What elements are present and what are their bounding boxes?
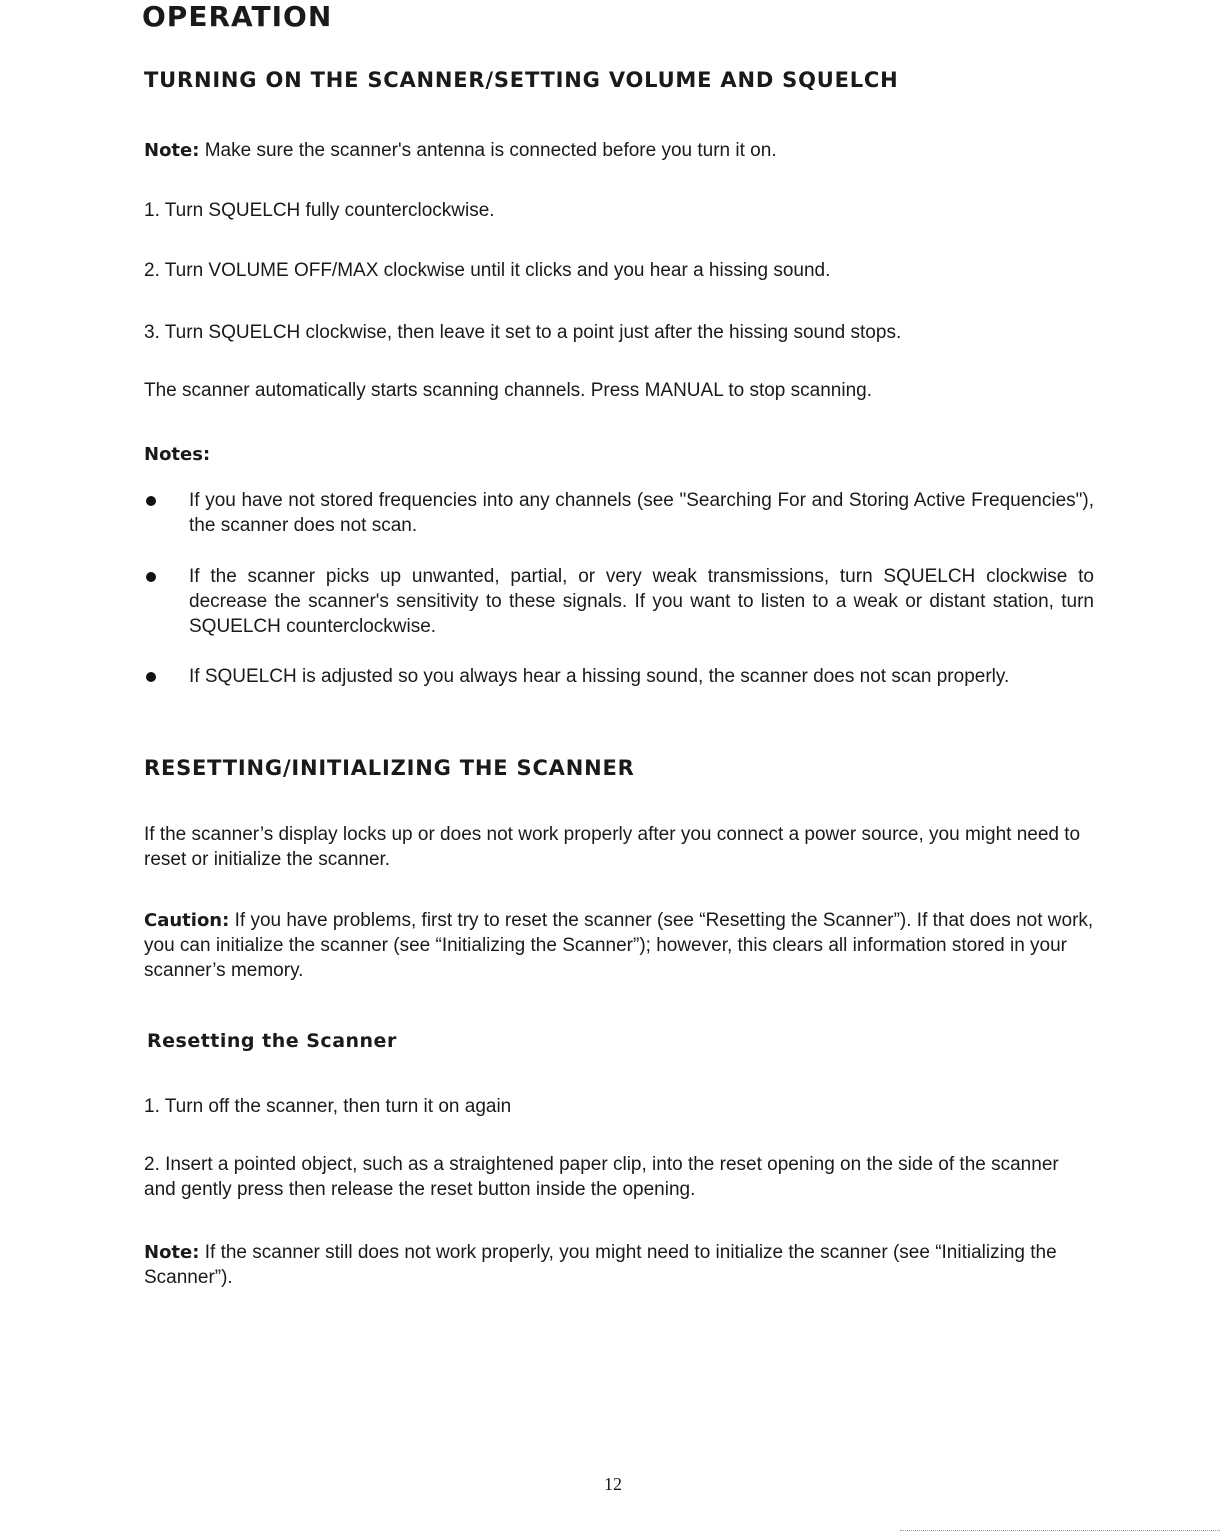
step-1: 1. Turn SQUELCH fully counterclockwise. [144, 200, 495, 221]
step-3: 3. Turn SQUELCH clockwise, then leave it set to a point just after the hissing sound stops. [144, 322, 902, 343]
caution-label: Caution: [144, 910, 230, 931]
subheading-resetting: Resetting the Scanner [147, 1030, 397, 1052]
scan-artifact-line [900, 1530, 1220, 1532]
note-label-2: Note: [144, 1242, 200, 1263]
page-number: 12 [604, 1474, 622, 1494]
bullet-icon [146, 496, 156, 506]
caution-paragraph [144, 908, 1094, 983]
initialize-note [144, 1240, 1094, 1290]
note-text-2: If the scanner still does not work properly, you might need to initialize the scanner (see “Initializing the Scanner”). [144, 1242, 1057, 1288]
bullet-icon [146, 672, 156, 682]
section-heading-resetting: RESETTING/INITIALIZING THE SCANNER [144, 756, 635, 780]
caution-text: If you have problems, first try to reset the scanner (see “Resetting the Scanner”). If that does not work, you can initialize the scanner (see “Initializing the Scanner”); however, this clears all information stored in your scanner’s memory. [144, 910, 1094, 981]
step-2: 2. Turn VOLUME OFF/MAX clockwise until it clicks and you hear a hissing sound. [144, 260, 831, 281]
notes-heading [144, 442, 1094, 467]
reset-intro: If the scanner’s display locks up or does not work properly after you connect a power source, you might need to reset or initialize the scanner. [144, 824, 1081, 870]
note-label: Note: [144, 140, 200, 161]
bullet-text: If you have not stored frequencies into any channels (see "Searching For and Storing Active Frequencies"), the scanner does not scan. [189, 490, 1094, 536]
antenna-note [144, 138, 1094, 163]
bullet-icon [146, 572, 156, 582]
reset-step-1: 1. Turn off the scanner, then turn it on again [144, 1096, 512, 1117]
bullet-item [144, 488, 1094, 538]
bullet-item [144, 664, 1094, 689]
notes-label: Notes: [144, 444, 211, 465]
bullet-text: If SQUELCH is adjusted so you always hear a hissing sound, the scanner does not scan properly. [189, 666, 1010, 687]
bullet-text: If the scanner picks up unwanted, partial, or very weak transmissions, turn SQUELCH clockwise to decrease the scanner's sensitivity to these signals. If you want to listen to a weak or distant station, turn SQUELCH counterclockwise. [189, 566, 1094, 637]
bullet-item [144, 564, 1094, 639]
reset-step-2: 2. Insert a pointed object, such as a straightened paper clip, into the reset opening on the side of the scanner and gently press then release the reset button inside the opening. [144, 1154, 1059, 1200]
note-text: Make sure the scanner's antenna is connected before you turn it on. [199, 140, 777, 161]
auto-scan-text: The scanner automatically starts scanning channels. Press MANUAL to stop scanning. [144, 380, 872, 401]
section-heading-turning-on: TURNING ON THE SCANNER/SETTING VOLUME AND SQUELCH [144, 68, 899, 92]
page-title: OPERATION [142, 0, 333, 33]
